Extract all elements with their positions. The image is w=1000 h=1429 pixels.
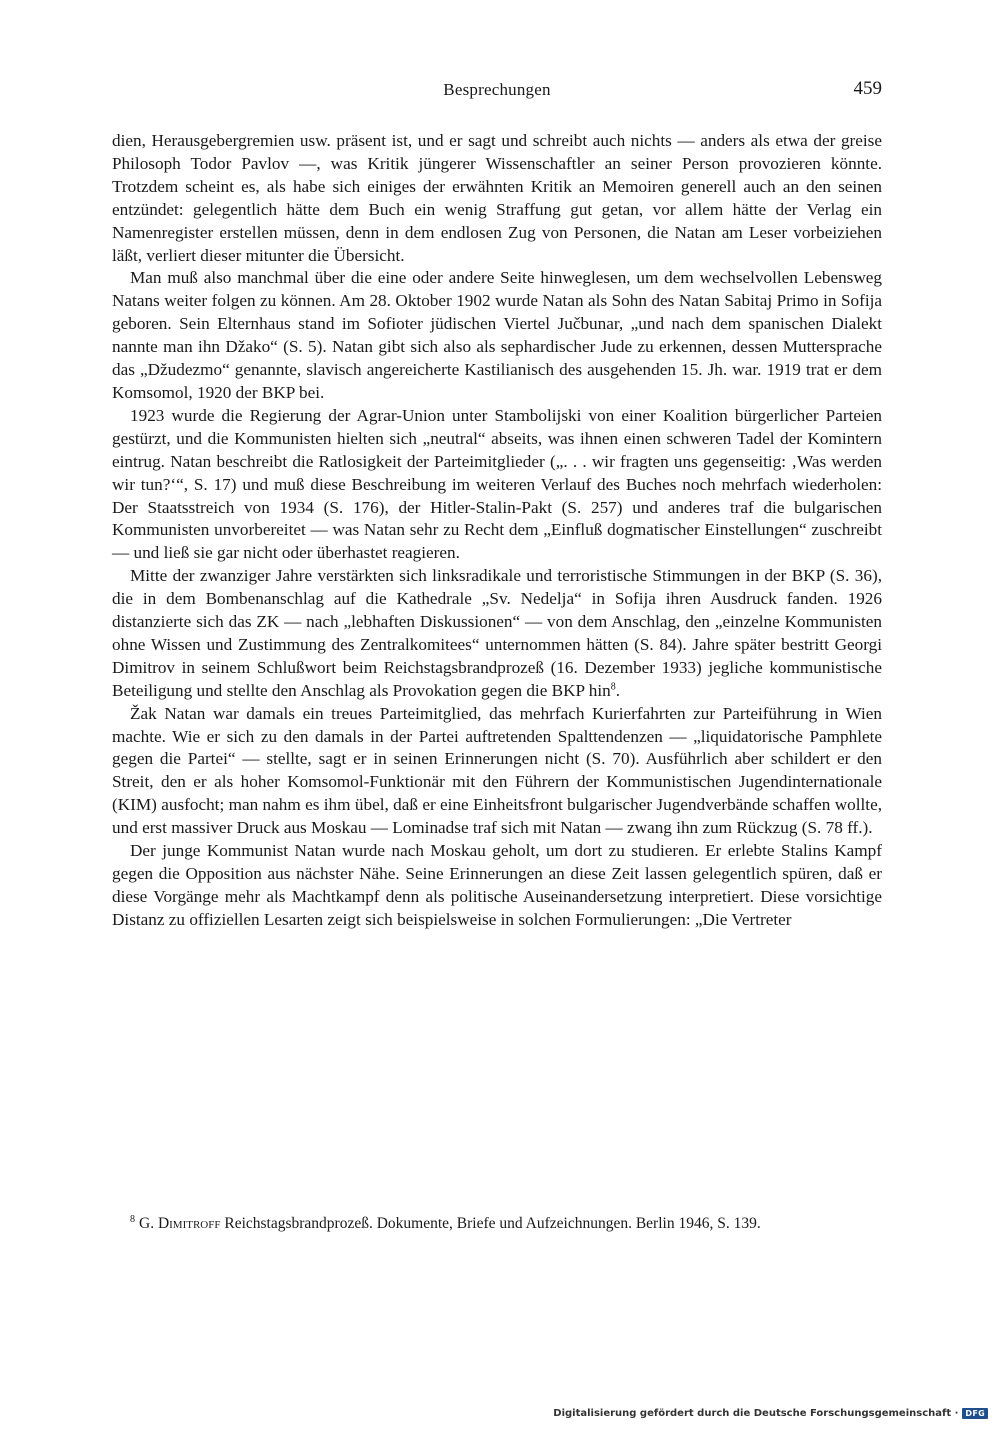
paragraph-text: Mitte der zwanziger Jahre verstärkten sich linksradikale und terroristische Stimmungen in der BKP (S. 36), die in dem Bombenanschlag auf die Kathedrale „Sv. Nedelja“ in Sofija ihren Ausdruck fanden. 1926 distanzierte sich das ZK — nach „lebhaften Diskussionen“ — von dem Anschlag, den „einzelne Kommunisten ohne Wissen und Zustimmung des Zentralkomitees“ unternommen hätten (S. 84). Jahre später bestritt Georgi Dimitrov in seinem Schlußwort beim Reichstagsbrandprozeß (16. Dezember 1933) jegliche kommunistische Beteiligung und stellte den Anschlag als Provokation gegen die BKP hin <box>112 566 882 700</box>
page-number: 459 <box>853 78 882 99</box>
dfg-logo: DFG <box>962 1408 988 1419</box>
footnote-author: G. Dimitroff <box>139 1215 221 1232</box>
footnote-number: 8 <box>130 1213 135 1225</box>
paragraph-with-footnote: Mitte der zwanziger Jahre verstärkten sich linksradikale und terroristische Stimmungen in der BKP (S. 36), die in dem Bombenanschlag auf die Kathedrale „Sv. Nedelja“ in Sofija ihren Ausdruck fanden. 1926 distanzierte sich das ZK — nach „lebhaften Diskussionen“ — von dem Anschlag, den „einzelne Kommunisten ohne Wissen und Zustimmung des Zentralkomitees“ unternommen hätten (S. 84). Jahre später bestritt Georgi Dimitrov in seinem Schlußwort beim Reichstagsbrandprozeß (16. Dezember 1933) jegliche kommunistische Beteiligung und stellte den Anschlag als Provokation gegen die BKP hin$^8$. <box>112 566 882 700</box>
digitization-credit <box>553 1408 988 1419</box>
running-title: Besprechungen <box>443 80 551 99</box>
footnote <box>112 1214 882 1234</box>
footnote-text: Reichstagsbrandprozeß. Dokumente, Briefe und Aufzeichnungen. Berlin 1946, S. 139. <box>224 1215 761 1232</box>
footnote-reference[interactable]: 8 <box>610 681 616 693</box>
paragraph: dien, Herausgebergremien usw. präsent ist, und er sagt und schreibt auch nichts — anders als etwa der greise Philosoph Todor Pavlov —, was Kritik jüngerer Wissenschaftler an seiner Person provozieren könnte. Trotzdem scheint es, als habe sich einiges der erwähnten Kritik an Memoiren generell auch an den seinen entzündet: gelegentlich hätte dem Buch ein wenig Straffung gut getan, vor allem hätte der Verlag ein Namenregister erstellen müssen, denn in dem endlosen Zug von Personen, die Natan am Leser vorbeiziehen läßt, verliert dieser mitunter die Übersicht. <box>112 131 882 265</box>
paragraph: 1923 wurde die Regierung der Agrar-Union unter Stambolijski von einer Koalition bürgerlicher Parteien gestürzt, und die Kommunisten hielten sich „neutral“ abseits, was ihnen einen schweren Tadel der Komintern eintrug. Natan beschreibt die Ratlosigkeit der Parteimitglieder („. . . wir fragten uns gegenseitig: ‚Was werden wir tun?‘“, S. 17) und muß diese Beschreibung im weiteren Verlauf des Buches noch mehrfach wiederholen: Der Staatsstreich von 1934 (S. 176), der Hitler-Stalin-Pakt (S. 257) und anderes traf die bulgarischen Kommunisten unvorbereitet — was Natan sehr zu Recht dem „Einfluß dogmatischer Einstellungen“ zuschreibt — und ließ sie gar nicht oder überhastet reagieren. <box>112 405 882 563</box>
paragraph: Der junge Kommunist Natan wurde nach Moskau geholt, um dort zu studieren. Er erlebte Stalins Kampf gegen die Opposition aus nächster Nähe. Seine Erinnerungen an diese Zeit lassen gelegentlich spüren, daß er diese Vorgänge mehr als Machtkampf denn als politische Auseinandersetzung interpretiert. Diese vorsichtige Distanz zu offiziellen Lesarten zeigt sich beispielsweise in solchen Formulierungen: „Die Vertreter <box>112 841 882 929</box>
running-header <box>112 78 882 106</box>
paragraph: Man muß also manchmal über die eine oder andere Seite hinweglesen, um dem wechselvollen Lebensweg Natans weiter folgen zu können. Am 28. Oktober 1902 wurde Natan als Sohn des Natan Sabitaj Primo in Sofija geboren. Sein Elternhaus stand im Sofioter jüdischen Viertel Jučbunar, „und nach dem spanischen Dialekt nannte man ihn Džako“ (S. 5). Natan gibt sich also als sephardischer Jude zu erkennen, dessen Muttersprache das „Džudezmo“ genannte, slavisch angereicherte Kastilianisch des ausgehenden 15. Jh. war. 1919 trat er dem Komsomol, 1920 der BKP bei. <box>112 268 882 402</box>
credit-text: Digitalisierung gefördert durch die Deutsche Forschungsgemeinschaft · <box>553 1408 959 1419</box>
article-body <box>112 130 882 932</box>
paragraph: Žak Natan war damals ein treues Parteimitglied, das mehrfach Kurierfahrten zur Parteiführung in Wien machte. Wie er sich zu den damals in der Partei auftretenden Spalttendenzen — „liquidatorische Pamphlete gegen die Partei“ — stellte, sagt er in seinen Erinnerungen nicht (S. 70). Ausführlich aber schildert er den Streit, den er als hoher Komsomol-Funktionär mit den Führern der Kommunistischen Jugendinternationale (KIM) ausfocht; man nahm es ihm übel, daß er eine Einheitsfront bulgarischer Jugendverbände schaffen wollte, und erst massiver Druck aus Moskau — Lominadse traf sich mit Natan — zwang ihn zum Rückzug (S. 78 ff.). <box>112 703 882 838</box>
